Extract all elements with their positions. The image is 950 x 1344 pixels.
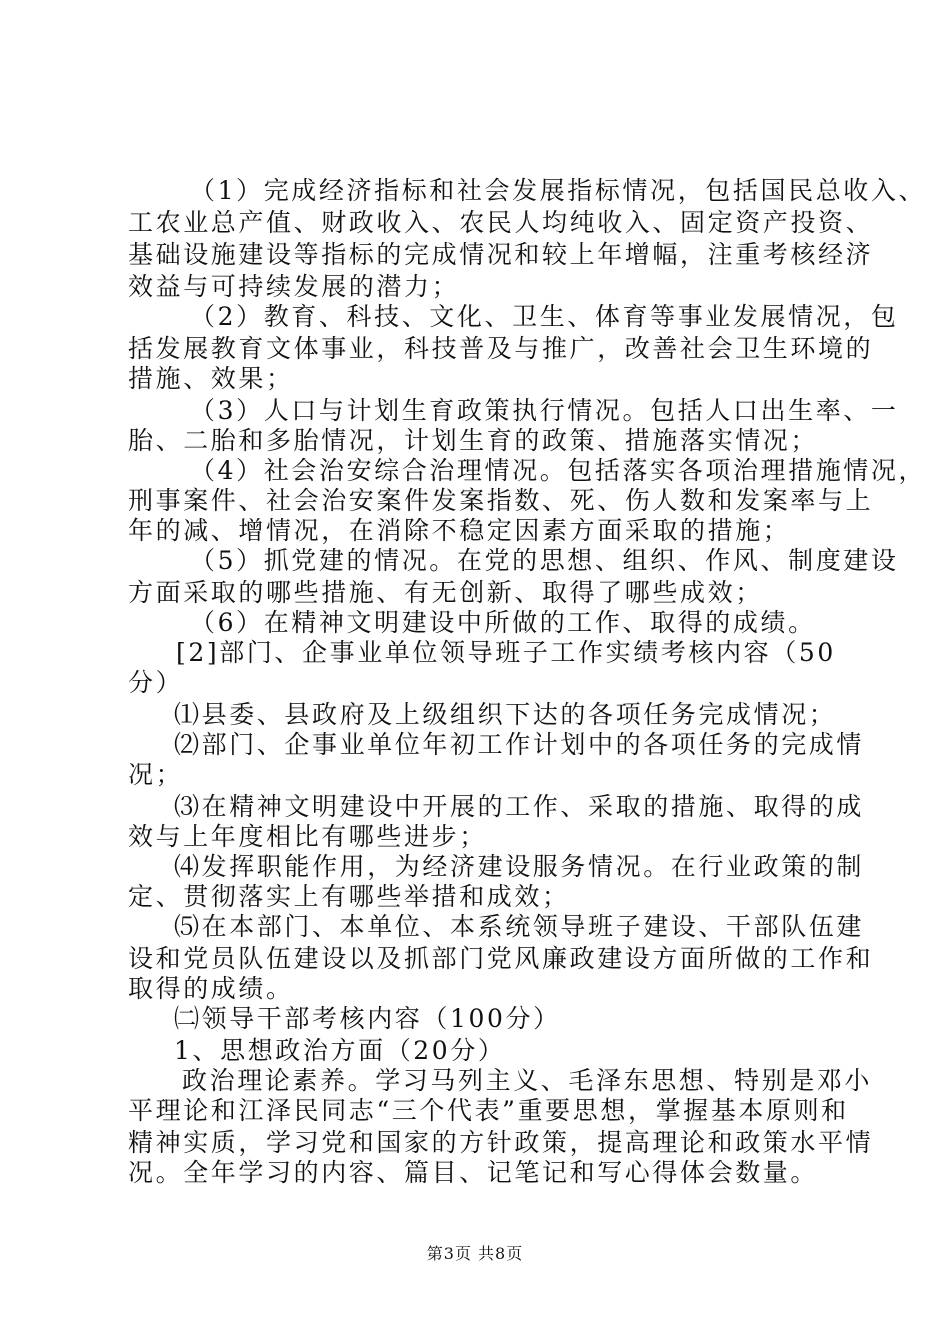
- body-line: 基础设施建设等指标的完成情况和较上年增幅，注重考核经济: [128, 240, 874, 269]
- body-line: （4）社会治安综合治理情况。包括落实各项治理措施情况，: [190, 456, 927, 485]
- body-line: 胎、二胎和多胎情况，计划生育的政策、措施落实情况；: [128, 426, 819, 455]
- body-line: 政治理论素养。学习马列主义、毛泽东思想、特别是邓小: [182, 1066, 873, 1095]
- body-line: ⑴县委、县政府及上级组织下达的各项任务完成情况；: [174, 700, 837, 729]
- body-line: 年的减、增情况，在消除不稳定因素方面采取的措施；: [128, 516, 791, 545]
- body-line: 刑事案件、社会治安案件发案指数、死、伤人数和发案率与上: [128, 486, 874, 515]
- body-line: 况；: [128, 760, 184, 789]
- body-line: 效与上年度相比有哪些进步；: [128, 822, 487, 851]
- body-line: ⑸在本部门、本单位、本系统领导班子建设、干部队伍建: [174, 912, 865, 941]
- body-line: 况。全年学习的内容、篇目、记笔记和写心得体会数量。: [128, 1158, 819, 1187]
- body-line: 平理论和江泽民同志“三个代表”重要思想，掌握基本原则和: [128, 1096, 849, 1125]
- body-line: （1）完成经济指标和社会发展指标情况，包括国民总收入、: [190, 176, 927, 205]
- body-line: 措施、效果；: [128, 364, 294, 393]
- body-line: （3）人口与计划生育政策执行情况。包括人口出生率、一: [190, 396, 899, 425]
- body-line: ⑶在精神文明建设中开展的工作、采取的措施、取得的成: [174, 792, 865, 821]
- body-line: 括发展教育文体事业，科技普及与推广，改善社会卫生环境的: [128, 334, 874, 363]
- body-line: ⑷发挥职能作用，为经济建设服务情况。在行业政策的制: [174, 852, 865, 881]
- body-line: 设和党员队伍建设以及抓部门党风廉政建设方面所做的工作和: [128, 944, 874, 973]
- body-line: 取得的成绩。: [128, 974, 294, 1003]
- subsection-heading: 1、思想政治方面（20分）: [174, 1036, 506, 1065]
- body-line: ⑵部门、企事业单位年初工作计划中的各项任务的完成情: [174, 730, 865, 759]
- body-line: 定、贯彻落实上有哪些举措和成效；: [128, 882, 570, 911]
- body-line: 方面采取的哪些措施、有无创新、取得了哪些成效；: [128, 578, 763, 607]
- body-line: 精神实质，学习党和国家的方针政策，提高理论和政策水平情: [128, 1128, 874, 1157]
- body-line: （5）抓党建的情况。在党的思想、组织、作风、制度建设: [190, 546, 899, 575]
- section-heading: ㈡领导干部考核内容（100分）: [174, 1004, 561, 1033]
- body-line: 效益与可持续发展的潜力；: [128, 272, 460, 301]
- body-line: 工农业总产值、财政收入、农民人均纯收入、固定资产投资、: [128, 208, 874, 237]
- page-number-footer: 第3页 共8页: [426, 1244, 524, 1263]
- section-heading: 分）: [128, 668, 184, 697]
- section-heading: [2]部门、企事业单位领导班子工作实绩考核内容（50: [176, 638, 836, 667]
- body-line: （2）教育、科技、文化、卫生、体育等事业发展情况，包: [190, 302, 899, 331]
- body-line: （6）在精神文明建设中所做的工作、取得的成绩。: [190, 608, 816, 637]
